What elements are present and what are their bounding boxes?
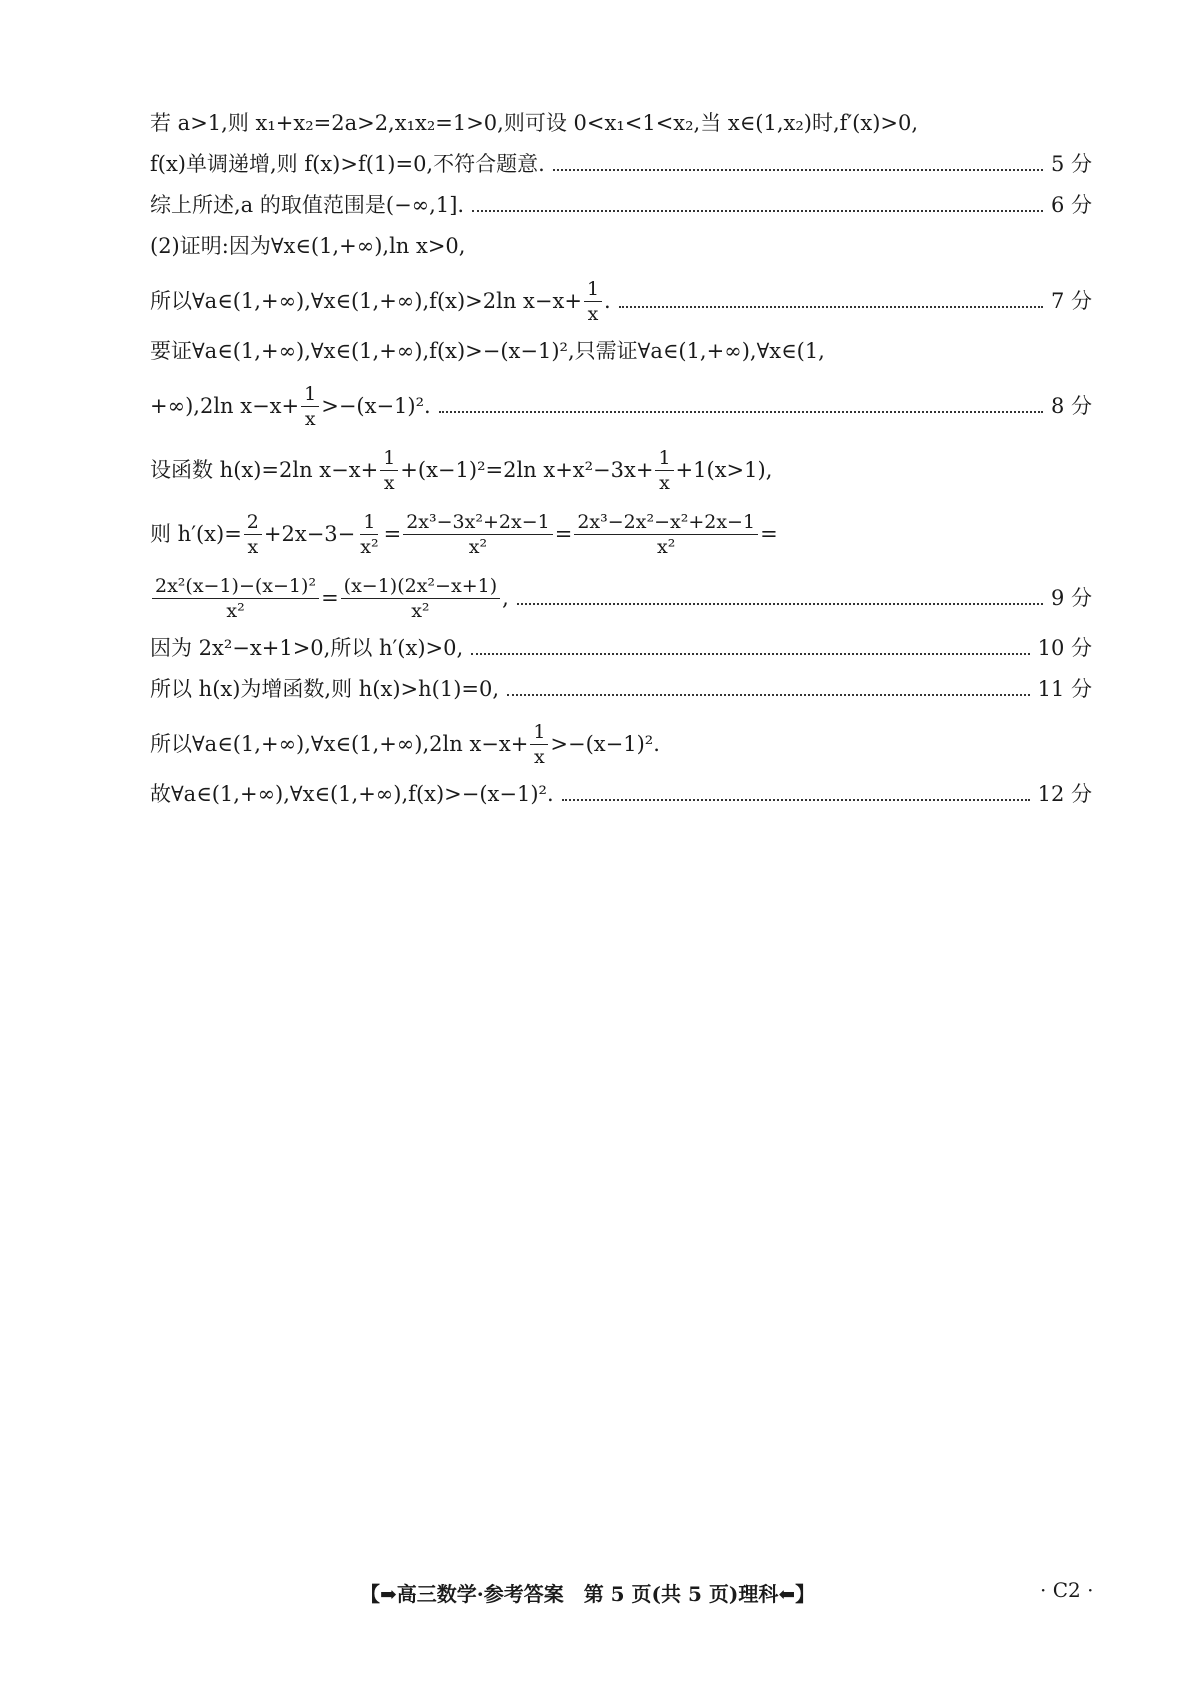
line-text: 综上所述,a 的取值范围是(−∞,1]. xyxy=(150,193,465,217)
fraction xyxy=(403,510,553,559)
line-text: +2x−3− xyxy=(263,522,356,546)
numerator: 2x²(x−1)−(x−1)² xyxy=(152,574,319,599)
denominator: x xyxy=(383,471,395,494)
score-label: 6 分 xyxy=(1050,193,1092,217)
line-text: = xyxy=(760,522,778,546)
solution-line xyxy=(150,569,1092,627)
fraction xyxy=(530,720,548,769)
fraction xyxy=(244,510,262,559)
page-code: · C2 · xyxy=(1040,1578,1094,1602)
dot-leader xyxy=(553,169,1043,171)
dot-leader xyxy=(472,210,1043,212)
line-text: . xyxy=(604,289,611,313)
fraction xyxy=(584,277,602,326)
solution-line xyxy=(150,190,1092,220)
line-text: = xyxy=(554,522,573,546)
line-text: 若 a>1,则 x₁+x₂=2a>2,x₁x₂=1>0,则可设 0<x₁<1<x₂,当 x∈(1,x₂)时,f′(x)>0, xyxy=(150,111,919,135)
dot-leader xyxy=(471,653,1029,655)
numerator: 1 xyxy=(584,277,602,302)
dot-leader xyxy=(517,603,1043,605)
line-text: 所以∀a∈(1,+∞),∀x∈(1,+∞),2ln x−x+ xyxy=(150,732,529,756)
solution-line xyxy=(150,441,1092,499)
fraction xyxy=(574,510,758,559)
numerator: 1 xyxy=(655,446,673,471)
numerator: 2x³−2x²−x²+2x−1 xyxy=(574,510,758,535)
dot-leader xyxy=(619,306,1043,308)
numerator: 1 xyxy=(530,720,548,745)
solution-line xyxy=(150,505,1092,563)
line-text: >−(x−1)². xyxy=(550,732,660,756)
line-text: , xyxy=(502,586,509,610)
numerator: (x−1)(2x²−x+1) xyxy=(341,574,500,599)
numerator: 2 xyxy=(244,510,262,535)
solution-line xyxy=(150,674,1092,704)
score-label: 12 分 xyxy=(1037,782,1092,806)
line-text: 故∀a∈(1,+∞),∀x∈(1,+∞),f(x)>−(x−1)². xyxy=(150,782,554,806)
line-text: (2)证明:因为∀x∈(1,+∞),ln x>0, xyxy=(150,234,466,258)
fraction xyxy=(655,446,673,495)
score-label: 9 分 xyxy=(1050,586,1092,610)
denominator: x² xyxy=(411,599,430,622)
line-text: +1(x>1), xyxy=(675,458,773,482)
fraction xyxy=(341,574,500,623)
line-text: 因为 2x²−x+1>0,所以 h′(x)>0, xyxy=(150,636,464,660)
denominator: x xyxy=(587,302,599,325)
dot-leader xyxy=(562,799,1030,801)
dot-leader xyxy=(507,694,1030,696)
denominator: x² xyxy=(657,535,676,558)
line-text: +(x−1)²=2ln x+x²−3x+ xyxy=(400,458,654,482)
answer-content xyxy=(150,108,1092,820)
denominator: x² xyxy=(360,535,379,558)
line-text: f(x)单调递增,则 f(x)>f(1)=0,不符合题意. xyxy=(150,152,545,176)
denominator: x xyxy=(304,407,316,430)
fraction xyxy=(357,510,381,559)
solution-line xyxy=(150,108,1092,138)
score-label: 8 分 xyxy=(1050,394,1092,418)
footer-title: 【➡高三数学·参考答案 第 5 页(共 5 页)理科⬅】 xyxy=(360,1582,816,1606)
dot-leader xyxy=(439,411,1043,413)
solution-line xyxy=(150,633,1092,663)
line-text: 所以∀a∈(1,+∞),∀x∈(1,+∞),f(x)>2ln x−x+ xyxy=(150,289,582,313)
solution-line xyxy=(150,779,1092,809)
solution-line xyxy=(150,231,1092,261)
line-text: 要证∀a∈(1,+∞),∀x∈(1,+∞),f(x)>−(x−1)²,只需证∀a∈(1,+∞),∀x∈(1, xyxy=(150,339,825,363)
score-label: 10 分 xyxy=(1037,636,1092,660)
page-footer xyxy=(0,1578,1200,1608)
solution-line xyxy=(150,377,1092,435)
numerator: 1 xyxy=(301,382,319,407)
line-text: 所以 h(x)为增函数,则 h(x)>h(1)=0, xyxy=(150,677,500,701)
fraction xyxy=(152,574,319,623)
numerator: 2x³−3x²+2x−1 xyxy=(403,510,553,535)
score-label: 5 分 xyxy=(1050,152,1092,176)
line-text: +∞),2ln x−x+ xyxy=(150,394,300,418)
numerator: 1 xyxy=(360,510,378,535)
fraction xyxy=(380,446,398,495)
score-label: 11 分 xyxy=(1037,677,1092,701)
denominator: x xyxy=(534,745,545,768)
solution-line xyxy=(150,715,1092,773)
numerator: 1 xyxy=(380,446,398,471)
denominator: x xyxy=(247,535,259,558)
fraction xyxy=(301,382,319,431)
line-text: 则 h′(x)= xyxy=(150,522,242,546)
solution-line xyxy=(150,149,1092,179)
line-text: >−(x−1)². xyxy=(321,394,431,418)
denominator: x² xyxy=(468,535,488,558)
line-text: = xyxy=(321,586,339,610)
denominator: x² xyxy=(226,599,245,622)
line-text: = xyxy=(383,522,402,546)
line-text: 设函数 h(x)=2ln x−x+ xyxy=(150,458,379,482)
solution-line xyxy=(150,336,1092,366)
denominator: x xyxy=(659,471,670,494)
solution-line xyxy=(150,272,1092,330)
score-label: 7 分 xyxy=(1050,289,1092,313)
